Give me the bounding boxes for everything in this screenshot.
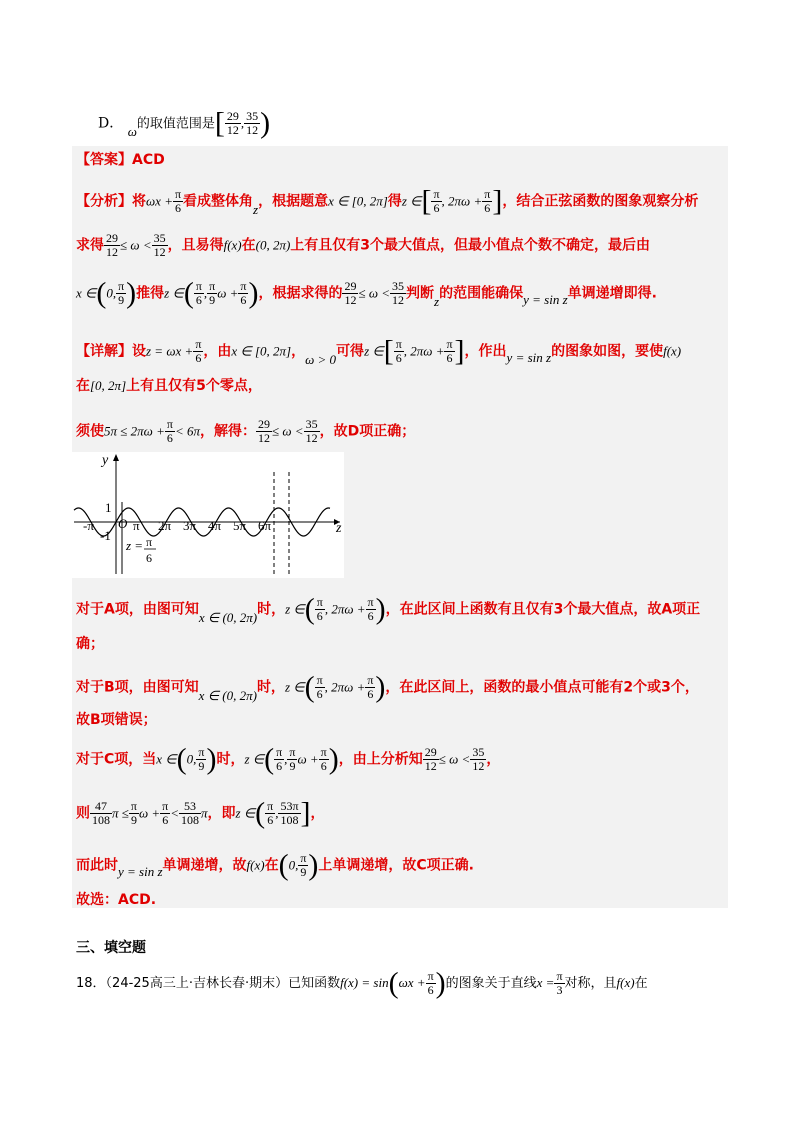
detail-line-3: 须使5π ≤ 2πω + $\frac{\pi}{6}$ < 6π，解得： $\frac{29}{12}$ ≤ ω < $\frac{35}{12}$ ，故D项正确； xyxy=(76,417,416,445)
option-b-line-2: 故B项错误； xyxy=(76,712,157,728)
z-label: z xyxy=(336,521,342,536)
section-title: 三、填空题 xyxy=(76,940,146,956)
x-tick-label: 2π xyxy=(158,518,172,533)
option-a-line-2: 确； xyxy=(76,636,104,652)
origin-label: O xyxy=(118,516,128,531)
option-a-line-1: 对于A项，由图可知x ∈ (0, 2π)时，z ∈( $\frac{\pi}{6}$ , 2πω + $\frac{\pi}{6}$ )，在此区间上函数有且仅有3个最大值点，故A项正 xyxy=(76,592,701,626)
detail-line-2: 在[0, 2π]上有且仅有5个零点， xyxy=(76,378,262,394)
omega-symbol: ω xyxy=(127,123,137,139)
analysis-line-2: 求得 $\frac{29}{12}$ ≤ ω < $\frac{35}{12}$ ，且易得f(x)在(0, 2π)上有且仅有3个最大值点，但最小值点个数不确定，最后由 xyxy=(76,231,651,259)
z-pi6-label: z = xyxy=(126,538,144,553)
answer-line: 【答案】ACD xyxy=(76,152,165,168)
tick-neg1: -1 xyxy=(100,528,111,543)
option-d-label: D． xyxy=(98,115,124,132)
z-pi6-num: π xyxy=(146,535,153,549)
question-18: 18．（24-25高三上·吉林长春·期末）已知函数f(x) = sin(ωx + $\frac{\pi}{6}$ )的图象关于直线x = $\frac{\pi}{3}$ 对称，且f(x)在 xyxy=(76,966,648,1000)
x-tick-label: 4π xyxy=(208,518,222,533)
option-b-line-1: 对于B项，由图可知x ∈ (0, 2π)时，z ∈( $\frac{\pi}{6}$ , 2πω + $\frac{\pi}{6}$ )，在此区间上，函数的最小值点可能有2个或3个， xyxy=(76,670,699,704)
option-c-line: 对于C项，当x ∈(0, $\frac{\pi}{9}$ )时，z ∈( $\frac{\pi}{6}$ , $\frac{\pi}{9}$ ω + $\frac{\pi}{6}$ )，由上分析知 $\frac{29}{12}$ ≤ ω < $\frac{35}{12}$ ， xyxy=(76,742,501,776)
option-d: D． ω的取值范围是[ $\frac{29}{12}$ , $\frac{35}{12}$ ) xyxy=(98,106,271,140)
choose-line: 故选：ACD. xyxy=(76,892,157,908)
detail-line-1: 【详解】设z = ωx + $\frac{\pi}{6}$ ，由x ∈ [0, 2π]，ω > 0可得z ∈[ $\frac{\pi}{6}$ , 2πω + $\frac{\pi}{6}$ ]，作出y = sin z的图象如图，要使f(x) xyxy=(76,334,682,368)
tick-1: 1 xyxy=(105,500,112,515)
x-tick-label: -π xyxy=(83,518,94,533)
option-d-text: 的取值范围是 xyxy=(136,116,215,132)
final-line: 而此时y = sin z单调递增，故f(x)在(0, $\frac{\pi}{9}$ )上单调递增，故C项正确. xyxy=(76,848,474,882)
z-pi6-den: 6 xyxy=(146,551,152,565)
x-tick-label: 3π xyxy=(183,518,197,533)
then-line: 则 $\frac{47}{108}$ π ≤ $\frac{\pi}{9}$ ω + $\frac{\pi}{6}$ < $\frac{53}{108}$ π，即z ∈( $\frac{\pi}{6}$ , $\frac{53\pi}{108}$ ]， xyxy=(76,796,325,830)
x-tick-label: 6π xyxy=(258,518,272,533)
x-tick-label: π xyxy=(133,518,140,533)
y-label: y xyxy=(102,453,109,468)
analysis-line-3: x ∈(0, $\frac{\pi}{9}$ )推得z ∈( $\frac{\pi}{6}$ , $\frac{\pi}{9}$ ω + $\frac{\pi}{6}$ )，根据求得的 $\frac{29}{12}$ ≤ ω < $\frac{35}{12}$ 判断z的范围能确保y = sin z单调递增即得. xyxy=(76,276,657,310)
x-tick-label: 5π xyxy=(233,518,247,533)
analysis-line-1: 【分析】将ωx + $\frac{\pi}{6}$ 看成整体角z，根据题意x ∈ [0, 2π]得z ∈[ $\frac{\pi}{6}$ , 2πω + $\frac{\pi}{6}$ ]，结合正弦函数的图象观察分析 xyxy=(76,184,699,218)
sine-graph xyxy=(72,452,344,578)
